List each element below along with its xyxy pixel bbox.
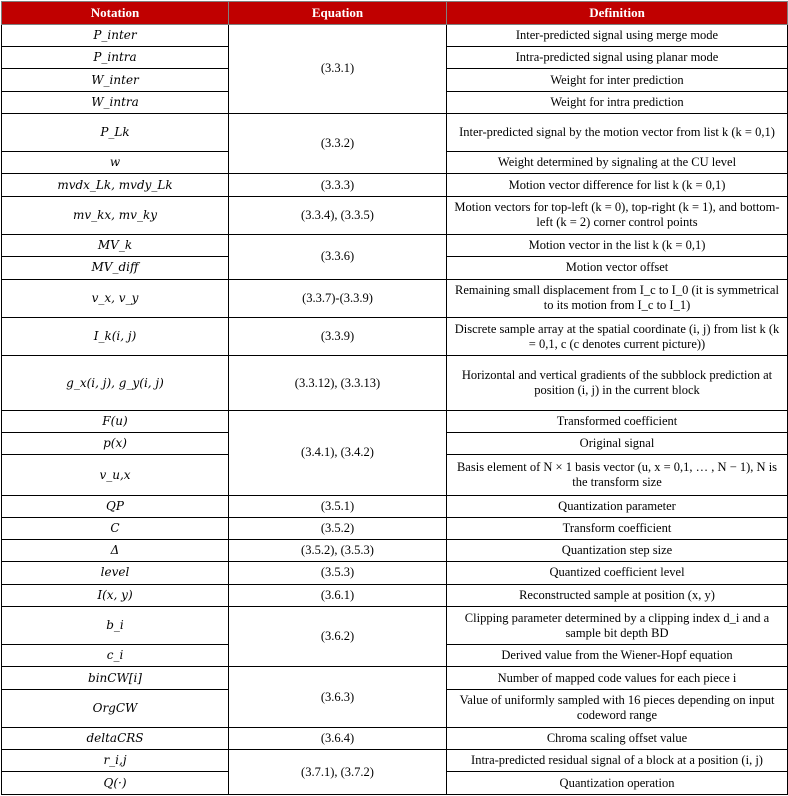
notation-cell: p(x)	[2, 433, 229, 455]
notation-cell: P_intra	[2, 47, 229, 69]
notation-cell: QP	[2, 495, 229, 517]
notation-cell: I(x, y)	[2, 584, 229, 606]
table-row	[2, 667, 788, 689]
table-row	[2, 196, 788, 234]
definition-cell: Basis element of N × 1 basis vector (u, x = 0,1, … , N − 1), N is the transform size	[447, 455, 788, 495]
table-row	[2, 517, 788, 539]
notation-cell: OrgCW	[2, 689, 229, 727]
notation-cell: Δ	[2, 540, 229, 562]
definition-cell: Reconstructed sample at position (x, y)	[447, 584, 788, 606]
definition-cell: Quantization parameter	[447, 495, 788, 517]
equation-cell: (3.5.2)	[229, 517, 447, 539]
notation-cell: mv_kx, mv_ky	[2, 196, 229, 234]
definition-cell: Weight determined by signaling at the CU level	[447, 152, 788, 174]
table-row	[2, 540, 788, 562]
notation-cell: F(u)	[2, 410, 229, 432]
notation-cell: MV_k	[2, 235, 229, 257]
definition-cell: Derived value from the Wiener-Hopf equation	[447, 645, 788, 667]
notation-cell: v_x, v_y	[2, 279, 229, 317]
notation-cell: W_inter	[2, 69, 229, 91]
equation-cell: (3.5.2), (3.5.3)	[229, 540, 447, 562]
equation-cell: (3.5.1)	[229, 495, 447, 517]
table-row	[2, 279, 788, 317]
table-row	[2, 113, 788, 151]
equation-cell: (3.3.9)	[229, 317, 447, 355]
definition-cell: Clipping parameter determined by a clipping index d_i and a sample bit depth BD	[447, 606, 788, 644]
equation-cell: (3.3.6)	[229, 235, 447, 279]
notation-cell: level	[2, 562, 229, 584]
equation-cell: (3.3.1)	[229, 25, 447, 114]
table-row	[2, 317, 788, 355]
equation-cell: (3.7.1), (3.7.2)	[229, 750, 447, 795]
notation-cell: P_inter	[2, 25, 229, 47]
header-notation: Notation	[2, 2, 229, 25]
equation-cell: (3.3.7)-(3.3.9)	[229, 279, 447, 317]
definition-cell: Number of mapped code values for each piece i	[447, 667, 788, 689]
table-row	[2, 750, 788, 772]
table-row	[2, 356, 788, 411]
definition-cell: Weight for inter prediction	[447, 69, 788, 91]
notation-cell: r_i,j	[2, 750, 229, 772]
definition-cell: Value of uniformly sampled with 16 pieces depending on input codeword range	[447, 689, 788, 727]
definition-cell: Chroma scaling offset value	[447, 728, 788, 750]
header-row	[2, 2, 788, 25]
notation-cell: c_i	[2, 645, 229, 667]
definition-cell: Weight for intra prediction	[447, 91, 788, 113]
definition-cell: Motion vector difference for list k (k = 0,1)	[447, 174, 788, 196]
equation-cell: (3.5.3)	[229, 562, 447, 584]
definition-cell: Inter-predicted signal using merge mode	[447, 25, 788, 47]
definition-cell: Quantized coefficient level	[447, 562, 788, 584]
table-row	[2, 25, 788, 47]
definition-cell: Intra-predicted residual signal of a block at a position (i, j)	[447, 750, 788, 772]
table-row	[2, 174, 788, 196]
notation-cell: W_intra	[2, 91, 229, 113]
equation-cell: (3.6.1)	[229, 584, 447, 606]
notation-cell: w	[2, 152, 229, 174]
notation-cell: P_Lk	[2, 113, 229, 151]
equation-cell: (3.6.2)	[229, 606, 447, 667]
notation-cell: binCW[i]	[2, 667, 229, 689]
equation-cell: (3.6.3)	[229, 667, 447, 728]
notation-cell: b_i	[2, 606, 229, 644]
notation-cell: mvdx_Lk, mvdy_Lk	[2, 174, 229, 196]
definition-cell: Original signal	[447, 433, 788, 455]
definition-cell: Motion vector offset	[447, 257, 788, 279]
table-row	[2, 562, 788, 584]
equation-cell: (3.3.4), (3.3.5)	[229, 196, 447, 234]
definition-cell: Quantization operation	[447, 772, 788, 795]
table-row	[2, 584, 788, 606]
definition-cell: Quantization step size	[447, 540, 788, 562]
table-row	[2, 410, 788, 432]
header-equation: Equation	[229, 2, 447, 25]
header-definition: Definition	[447, 2, 788, 25]
notation-table	[1, 1, 788, 795]
equation-cell: (3.6.4)	[229, 728, 447, 750]
table-row	[2, 235, 788, 257]
table-row	[2, 728, 788, 750]
definition-cell: Motion vectors for top-left (k = 0), top-right (k = 1), and bottom-left (k = 2) corner control points	[447, 196, 788, 234]
definition-cell: Motion vector in the list k (k = 0,1)	[447, 235, 788, 257]
notation-cell: v_u,x	[2, 455, 229, 495]
notation-cell: I_k(i, j)	[2, 317, 229, 355]
notation-cell: g_x(i, j), g_y(i, j)	[2, 356, 229, 411]
equation-cell: (3.3.3)	[229, 174, 447, 196]
definition-cell: Horizontal and vertical gradients of the subblock prediction at position (i, j) in the current block	[447, 356, 788, 411]
definition-cell: Transformed coefficient	[447, 410, 788, 432]
definition-cell: Discrete sample array at the spatial coordinate (i, j) from list k (k = 0,1, c (c denotes current picture))	[447, 317, 788, 355]
equation-cell: (3.3.2)	[229, 113, 447, 174]
equation-cell: (3.4.1), (3.4.2)	[229, 410, 447, 495]
definition-cell: Inter-predicted signal by the motion vector from list k (k = 0,1)	[447, 113, 788, 151]
equation-cell: (3.3.12), (3.3.13)	[229, 356, 447, 411]
notation-cell: Q(·)	[2, 772, 229, 795]
definition-cell: Remaining small displacement from I_c to I_0 (it is symmetrical to its motion from I_c to I_1)	[447, 279, 788, 317]
definition-cell: Transform coefficient	[447, 517, 788, 539]
table-row	[2, 606, 788, 644]
notation-cell: C	[2, 517, 229, 539]
notation-cell: deltaCRS	[2, 728, 229, 750]
table-row	[2, 495, 788, 517]
definition-cell: Intra-predicted signal using planar mode	[447, 47, 788, 69]
notation-cell: MV_diff	[2, 257, 229, 279]
